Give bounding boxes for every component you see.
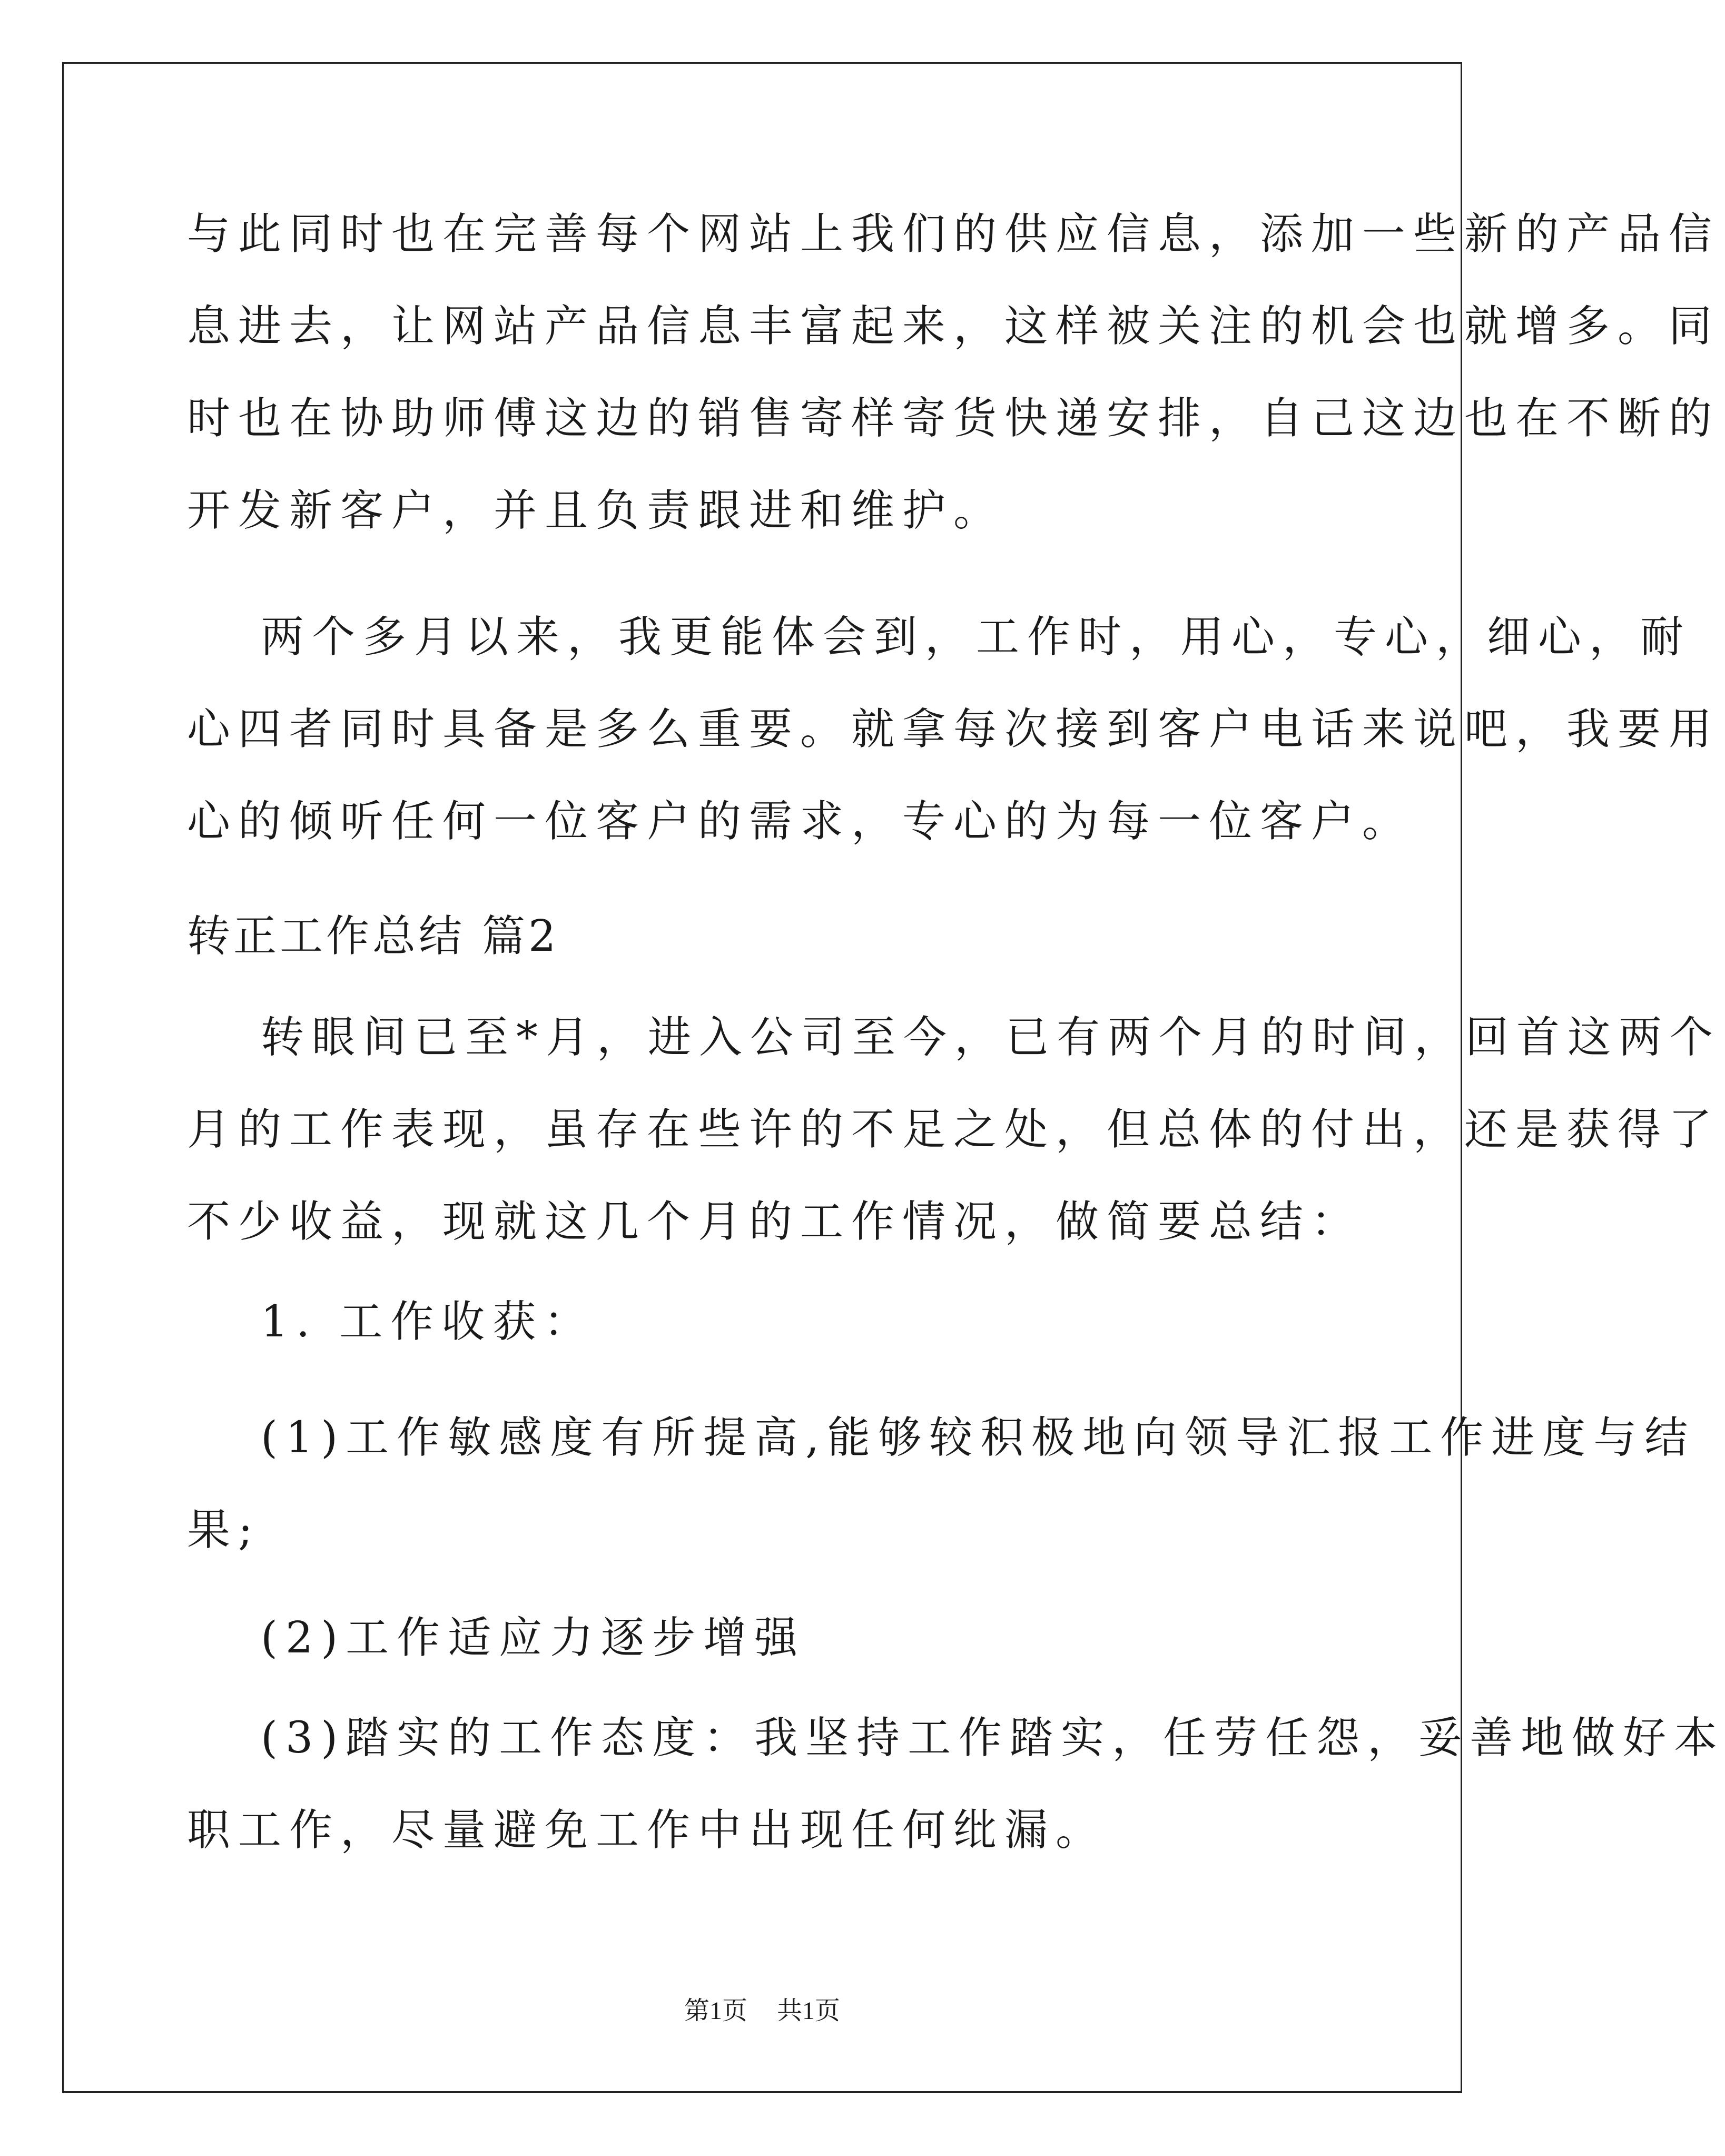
list-item: (1)工作敏感度有所提高,能够较积极地向领导汇报工作进度与结 <box>261 1413 1696 1463</box>
paragraph-line: 职工作，尽量避免工作中出现任何纰漏。 <box>187 1805 1107 1855</box>
paragraph-line: 心的倾听任何一位客户的需求，专心的为每一位客户。 <box>187 796 1414 846</box>
section-heading: 转正工作总结 篇2 <box>187 911 559 961</box>
paragraph-line: 果; <box>187 1505 261 1555</box>
paragraph-line: 转眼间已至*月，进入公司至今，已有两个月的时间，回首这两个 <box>261 1012 1721 1062</box>
list-item: (2)工作适应力逐步增强 <box>261 1613 806 1663</box>
page-number: 第1页 <box>684 1997 747 2025</box>
list-item: 1. 工作收获： <box>261 1297 595 1347</box>
page-border <box>62 62 1462 2093</box>
page-total: 共1页 <box>777 1997 841 2025</box>
list-item: (3)踏实的工作态度：我坚持工作踏实，任劳任怨，妥善地做好本 <box>261 1713 1725 1763</box>
paragraph-line: 月的工作表现，虽存在些许的不足之处，但总体的付出，还是获得了 <box>187 1105 1720 1155</box>
paragraph-line: 时也在协助师傅这边的销售寄样寄货快递安排，自己这边也在不断的 <box>187 393 1720 444</box>
paragraph-line: 心四者同时具备是多么重要。就拿每次接到客户电话来说吧，我要用 <box>187 704 1720 754</box>
page-footer <box>0 1995 1524 2027</box>
paragraph-line: 息进去，让网站产品信息丰富起来，这样被关注的机会也就增多。同 <box>187 301 1720 351</box>
paragraph-line: 与此同时也在完善每个网站上我们的供应信息，添加一些新的产品信 <box>187 209 1720 259</box>
paragraph-line: 不少收益，现就这几个月的工作情况，做简要总结： <box>187 1197 1363 1247</box>
paragraph-line: 两个多月以来，我更能体会到，工作时，用心，专心，细心，耐 <box>261 612 1692 662</box>
paragraph-line: 开发新客户，并且负责跟进和维护。 <box>187 486 1005 536</box>
